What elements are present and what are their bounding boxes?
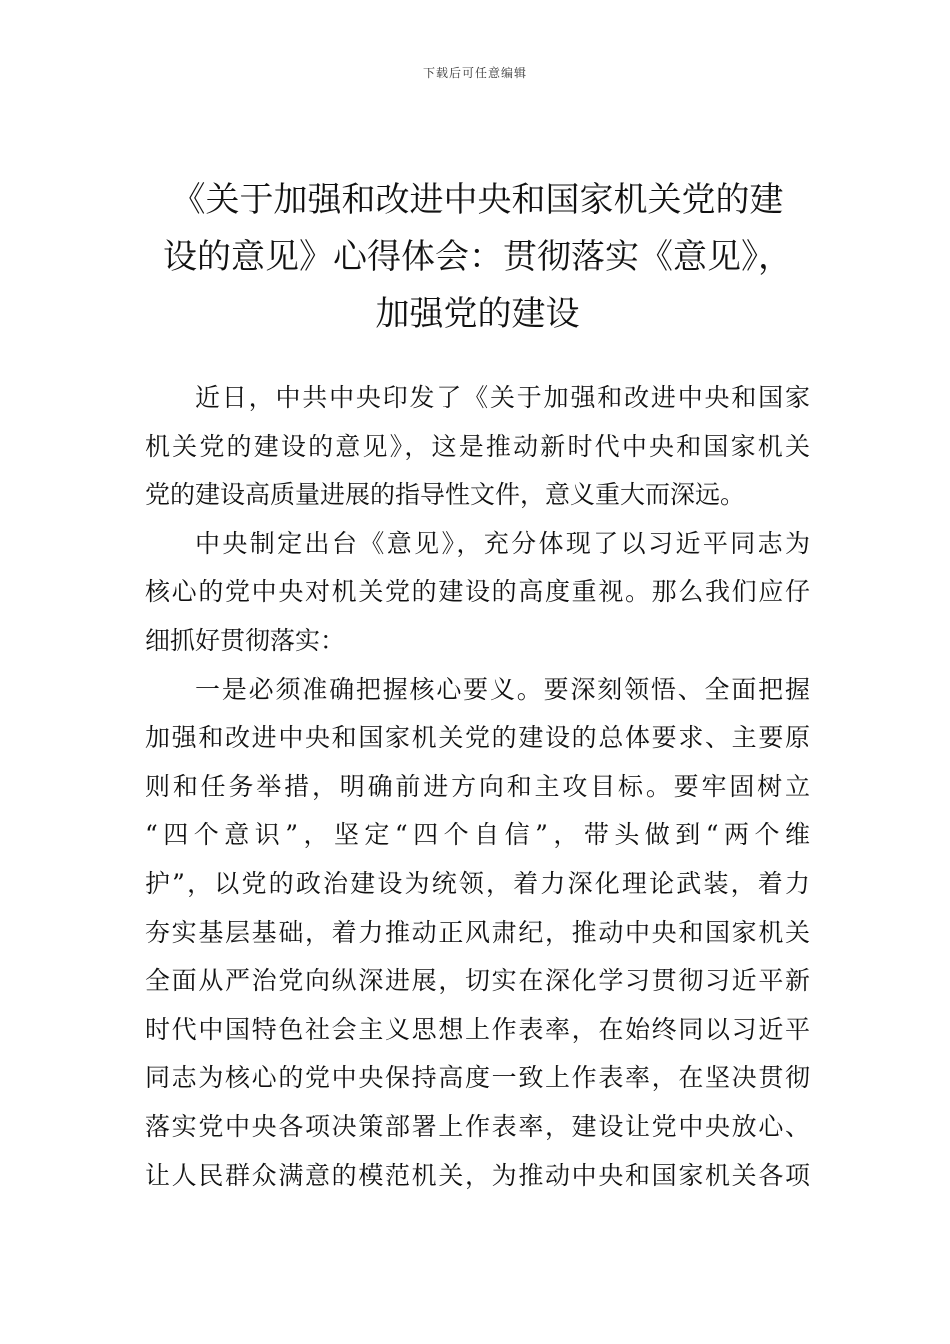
body-line: 护”，以党的政治建设为统领，着力深化理论武装，着力 — [145, 868, 810, 898]
body-line: 全面从严治党向纵深进展，切实在深化学习贯彻习近平新 — [145, 966, 810, 996]
document-body — [145, 374, 810, 1200]
body-line: 同志为核心的党中央保持高度一致上作表率，在坚决贯彻 — [145, 1063, 810, 1093]
body-line: 细抓好贯彻落实： — [145, 625, 346, 655]
body-line: 落实党中央各项决策部署上作表率，建设让党中央放心、 — [145, 1111, 810, 1141]
body-line: 一是必须准确把握核心要义。要深刻领悟、全面把握 — [195, 674, 810, 704]
body-line: 则和任务举措，明确前进方向和主攻目标。要牢固树立 — [145, 771, 810, 801]
paragraph-2 — [145, 520, 810, 666]
body-line: 党的建设高质量进展的指导性文件，意义重大而深远。 — [145, 480, 746, 510]
body-line: 中央制定出台《意见》，充分体现了以习近平同志为 — [195, 528, 810, 558]
body-line: 加强和改进中央和国家机关党的建设的总体要求、主要原 — [145, 723, 810, 753]
title-line: 《关于加强和改进中央和国家机关党的建 — [171, 180, 784, 220]
document-title — [145, 172, 810, 343]
title-line: 加强党的建设 — [375, 294, 580, 334]
body-line: 机关党的建设的意见》，这是推动新时代中央和国家机关 — [145, 431, 810, 461]
body-line: 时代中国特色社会主义思想上作表率，在始终同以习近平 — [145, 1014, 810, 1044]
paragraph-1 — [145, 374, 810, 520]
header-note: 下载后可任意编辑 — [422, 66, 527, 80]
title-line: 设的意见》心得体会：贯彻落实《意见》， — [163, 237, 792, 277]
body-line: 夯实基层基础，着力推动正风肃纪，推动中央和国家机关 — [145, 917, 810, 947]
body-line: 近日，中共中央印发了《关于加强和改进中央和国家 — [195, 383, 810, 412]
body-line: “四个意识”，坚定“四个自信”，带头做到“两个维 — [145, 820, 810, 850]
paragraph-3 — [145, 666, 810, 1201]
body-line: 核心的党中央对机关党的建设的高度重视。那么我们应仔 — [145, 577, 810, 607]
body-line: 让人民群众满意的模范机关，为推动中央和国家机关各项 — [145, 1160, 810, 1190]
